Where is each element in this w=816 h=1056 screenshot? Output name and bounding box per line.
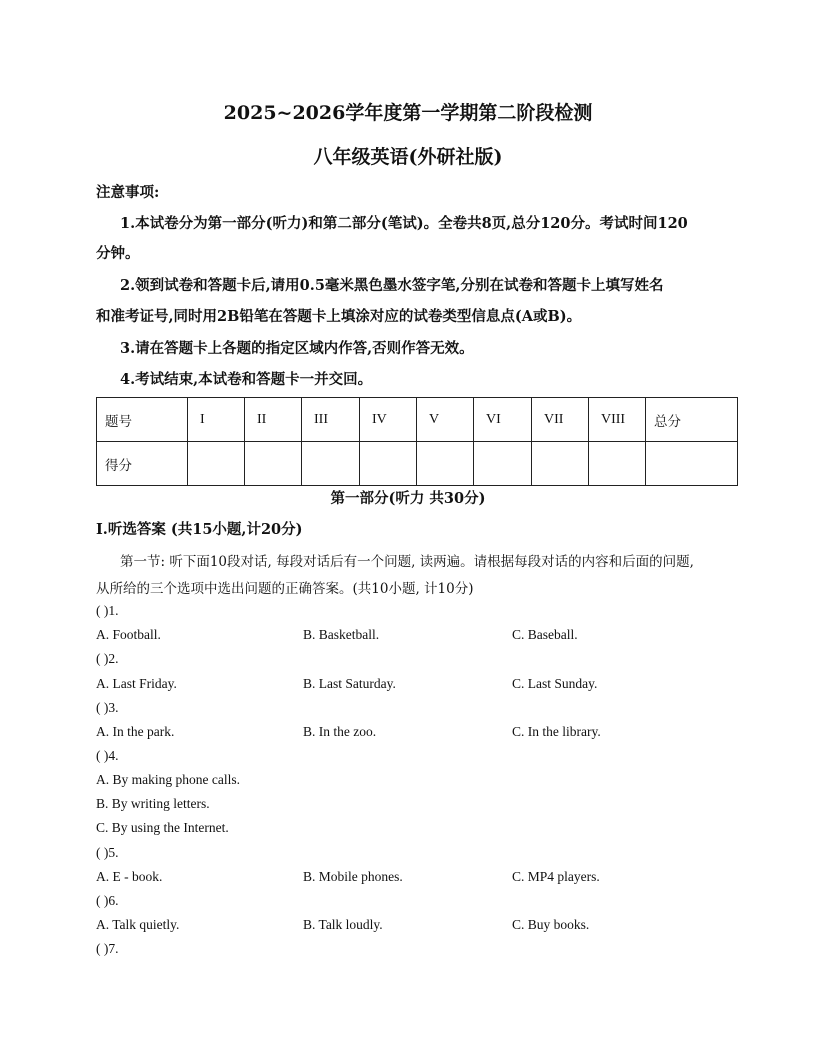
option-b: B. By writing letters.: [96, 796, 210, 811]
part-1-title: 第一部分(听力 共30分): [330, 490, 486, 507]
notice-item-1-line-1: 1.本试卷分为第一部分(听力)和第二部分(笔试)。全卷共8页,总分120分。考试时间120: [120, 215, 688, 232]
question-number: ( )4.: [96, 748, 119, 763]
notice-item-2-line-1: 2.领到试卷和答题卡后,请用0.5毫米黑色墨水签字笔,分别在试卷和答题卡上填写姓名: [120, 277, 664, 294]
score-cell: [417, 442, 474, 486]
score-cell: [188, 442, 245, 486]
score-cell: [532, 442, 589, 486]
question-number: ( )7.: [96, 941, 119, 956]
score-cell: [360, 442, 417, 486]
score-table-header-ii: II: [245, 398, 302, 442]
option-b: B. In the zoo.: [303, 724, 377, 739]
option-a: A. Football.: [96, 627, 161, 642]
option-a: A. Talk quietly.: [96, 917, 180, 932]
score-table-header-iv: IV: [360, 398, 417, 442]
option-a: A. In the park.: [96, 724, 175, 739]
option-c: C. MP4 players.: [512, 869, 600, 884]
score-table-header-total: 总分: [646, 398, 738, 442]
question-number: ( )5.: [96, 845, 119, 860]
section-1-title: Ⅰ.听选答案 (共15小题,计20分): [96, 521, 303, 538]
notice-item-4: 4.考试结束,本试卷和答题卡一并交回。: [120, 371, 373, 388]
score-table: [96, 397, 738, 486]
notice-item-2-line-2: 和准考证号,同时用2B铅笔在答题卡上填涂对应的试卷类型信息点(A或B)。: [96, 308, 582, 325]
score-table-header-label: 题号: [97, 398, 188, 442]
question-number: ( )3.: [96, 700, 119, 715]
score-table-header-iii: III: [302, 398, 360, 442]
score-cell: [474, 442, 532, 486]
score-table-header-vii: VII: [532, 398, 589, 442]
score-cell: [302, 442, 360, 486]
question-number: ( )1.: [96, 603, 119, 618]
score-table-header-v: V: [417, 398, 474, 442]
option-c: C. Last Sunday.: [512, 676, 598, 691]
option-c: C. Buy books.: [512, 917, 590, 932]
score-cell: [589, 442, 646, 486]
score-table-row-label: 得分: [97, 442, 188, 486]
score-table-header-viii: VIII: [589, 398, 646, 442]
option-c: C. Baseball.: [512, 627, 578, 642]
question-number: ( )6.: [96, 893, 119, 908]
score-cell: [245, 442, 302, 486]
score-cell: [646, 442, 738, 486]
option-a: A. By making phone calls.: [96, 772, 240, 787]
option-b: B. Basketball.: [303, 627, 380, 642]
notice-heading: 注意事项:: [96, 184, 160, 201]
question-number: ( )2.: [96, 651, 119, 666]
notice-item-1-line-2: 分钟。: [96, 245, 140, 262]
option-a: A. Last Friday.: [96, 676, 177, 691]
score-table-header-i: I: [188, 398, 245, 442]
score-table-header-vi: VI: [474, 398, 532, 442]
section-instructions-line-2: 从所给的三个选项中选出问题的正确答案。(共10小题, 计10分): [96, 581, 474, 597]
exam-title: 2025~2026学年度第一学期第二阶段检测: [223, 102, 593, 124]
option-b: B. Last Saturday.: [303, 676, 396, 691]
option-a: A. E - book.: [96, 869, 163, 884]
exam-subtitle: 八年级英语(外研社版): [313, 146, 503, 168]
option-c: C. In the library.: [512, 724, 601, 739]
option-b: B. Mobile phones.: [303, 869, 403, 884]
notice-item-3: 3.请在答题卡上各题的指定区域内作答,否则作答无效。: [120, 340, 474, 357]
option-b: B. Talk loudly.: [303, 917, 383, 932]
section-instructions-line-1: 第一节: 听下面10段对话, 每段对话后有一个问题, 读两遍。请根据每段对话的内容和后面的问题,: [120, 554, 694, 570]
option-c: C. By using the Internet.: [96, 820, 229, 835]
